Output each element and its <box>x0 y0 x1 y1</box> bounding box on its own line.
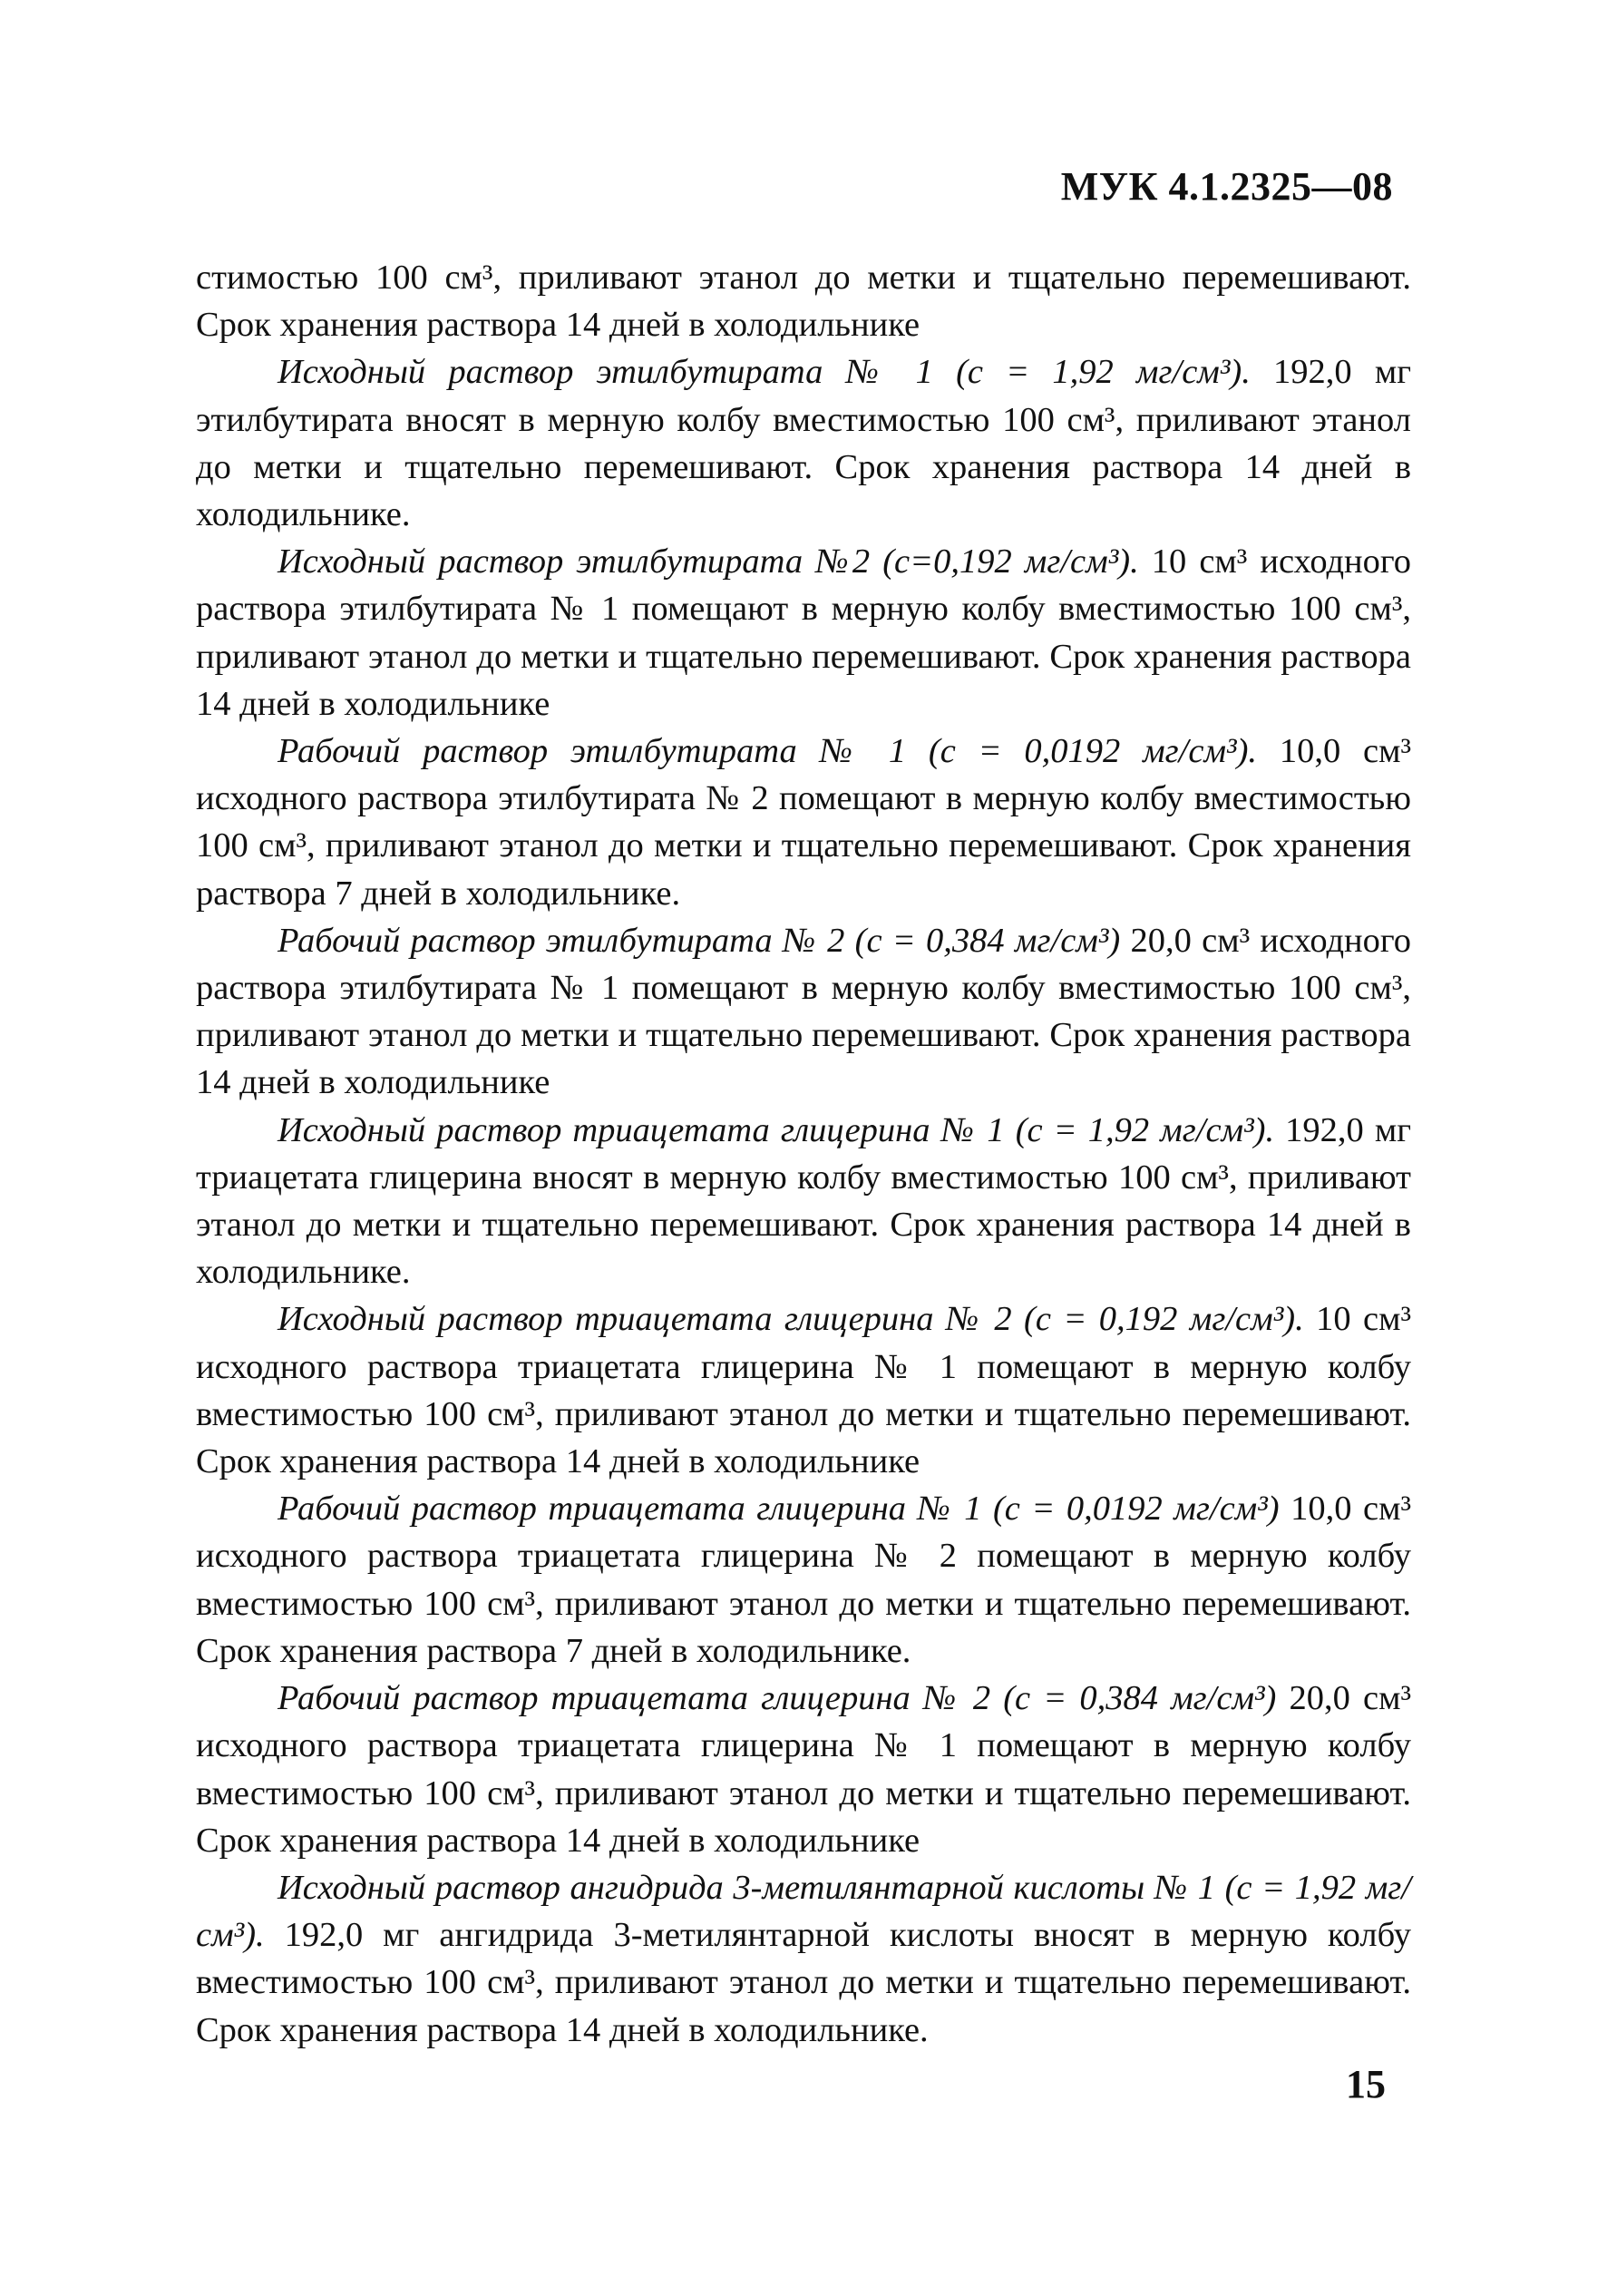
paragraph-heading: Исходный раствор триацетата глицерина № 2 (с = 0,192 мг/см³). <box>278 1300 1304 1339</box>
paragraph <box>196 254 1411 348</box>
page-number: 15 <box>1346 2062 1386 2106</box>
paragraph-text: 10 см³ исходного раствора этилбутирата № 1 помещают в мерную колбу вместимостью 100 см³, приливают этанол до метки и тщательно перемешивают. Срок хранения раствора 14 дней в холодильнике <box>196 542 1411 723</box>
paragraph-text: 192,0 мг ангидрида 3-метилянтарной кислоты вносят в мерную колбу вместимостью 100 см³, приливают этанол до метки и тщательно перемешивают. Срок хранения раствора 14 дней в холодильнике. <box>196 1916 1411 2049</box>
paragraph <box>196 1295 1411 1485</box>
paragraph-text: 192,0 мг этилбутирата вносят в мерную колбу вместимостью 100 см³, приливают этанол до метки и тщательно перемешивают. Срок хранения раствора 14 дней в холодильнике. <box>196 353 1411 534</box>
paragraph-heading: Исходный раствор этилбутирата №2 (с=0,192 мг/см³). <box>278 542 1139 581</box>
paragraph-heading: Исходный раствор ангидрида 3-метилянтарной кислоты № 1 (с = 1,92 мг/см³). <box>196 1868 1411 1955</box>
paragraph-text: 20,0 см³ исходного раствора этилбутирата № 1 помещают в мерную колбу вместимостью 100 см³, приливают этанол до метки и тщательно перемешивают. Срок хранения раствора 14 дней в холодильнике <box>196 921 1411 1102</box>
paragraph <box>196 538 1411 728</box>
paragraph <box>196 1864 1411 2054</box>
paragraph-text: 20,0 см³ исходного раствора триацетата глицерина № 1 помещают в мерную колбу вместимостью 100 см³, приливают этанол до метки и тщательно перемешивают. Срок хранения раствора 14 дней в холодильнике <box>196 1679 1412 1860</box>
document-code: МУК 4.1.2325—08 <box>1060 164 1393 209</box>
body-text <box>196 254 1411 2054</box>
paragraph <box>196 348 1411 538</box>
paragraph-heading: Рабочий раствор этилбутирата № 2 (с = 0,384 мг/см³) <box>278 921 1121 960</box>
paragraph <box>196 728 1411 917</box>
paragraph-heading: Исходный раствор этилбутирата № 1 (с = 1,92 мг/см³). <box>278 353 1251 392</box>
paragraph-text: 10,0 см³ исходного раствора триацетата глицерина № 2 помещают в мерную колбу вместимостью 100 см³, приливают этанол до метки и тщательно перемешивают. Срок хранения раствора 7 дней в холодильнике. <box>196 1490 1411 1670</box>
paragraph-text: 10,0 см³ исходного раствора этилбутирата № 2 помещают в мерную колбу вместимостью 100 см³, приливают этанол до метки и тщательно перемешивают. Срок хранения раствора 7 дней в холодильнике. <box>196 732 1412 913</box>
paragraph <box>196 917 1411 1107</box>
paragraph <box>196 1485 1411 1675</box>
paragraph <box>196 1107 1411 1296</box>
paragraph-text: 192,0 мг триацетата глицерина вносят в мерную колбу вместимостью 100 см³, приливают этанол до метки и тщательно перемешивают. Срок хранения раствора 14 дней в холодильнике. <box>196 1110 1411 1292</box>
paragraph-heading: Рабочий раствор триацетата глицерина № 1 (с = 0,0192 мг/см³) <box>278 1490 1280 1529</box>
paragraph-heading: Исходный раствор триацетата глицерина № 1 (с = 1,92 мг/см³). <box>278 1110 1275 1149</box>
paragraph-text: 10 см³ исходного раствора триацетата глицерина № 1 помещают в мерную колбу вместимостью 100 см³, приливают этанол до метки и тщательно перемешивают. Срок хранения раствора 14 дней в холодильнике <box>196 1300 1412 1481</box>
paragraph <box>196 1675 1411 1864</box>
paragraph-text: стимостью 100 см³, приливают этанол до метки и тщательно перемешивают. Срок хранения раствора 14 дней в холодильнике <box>196 259 1411 345</box>
paragraph-heading: Рабочий раствор триацетата глицерина № 2 (с = 0,384 мг/см³) <box>278 1679 1277 1718</box>
paragraph-heading: Рабочий раствор этилбутирата № 1 (с = 0,0192 мг/см³). <box>278 732 1258 771</box>
